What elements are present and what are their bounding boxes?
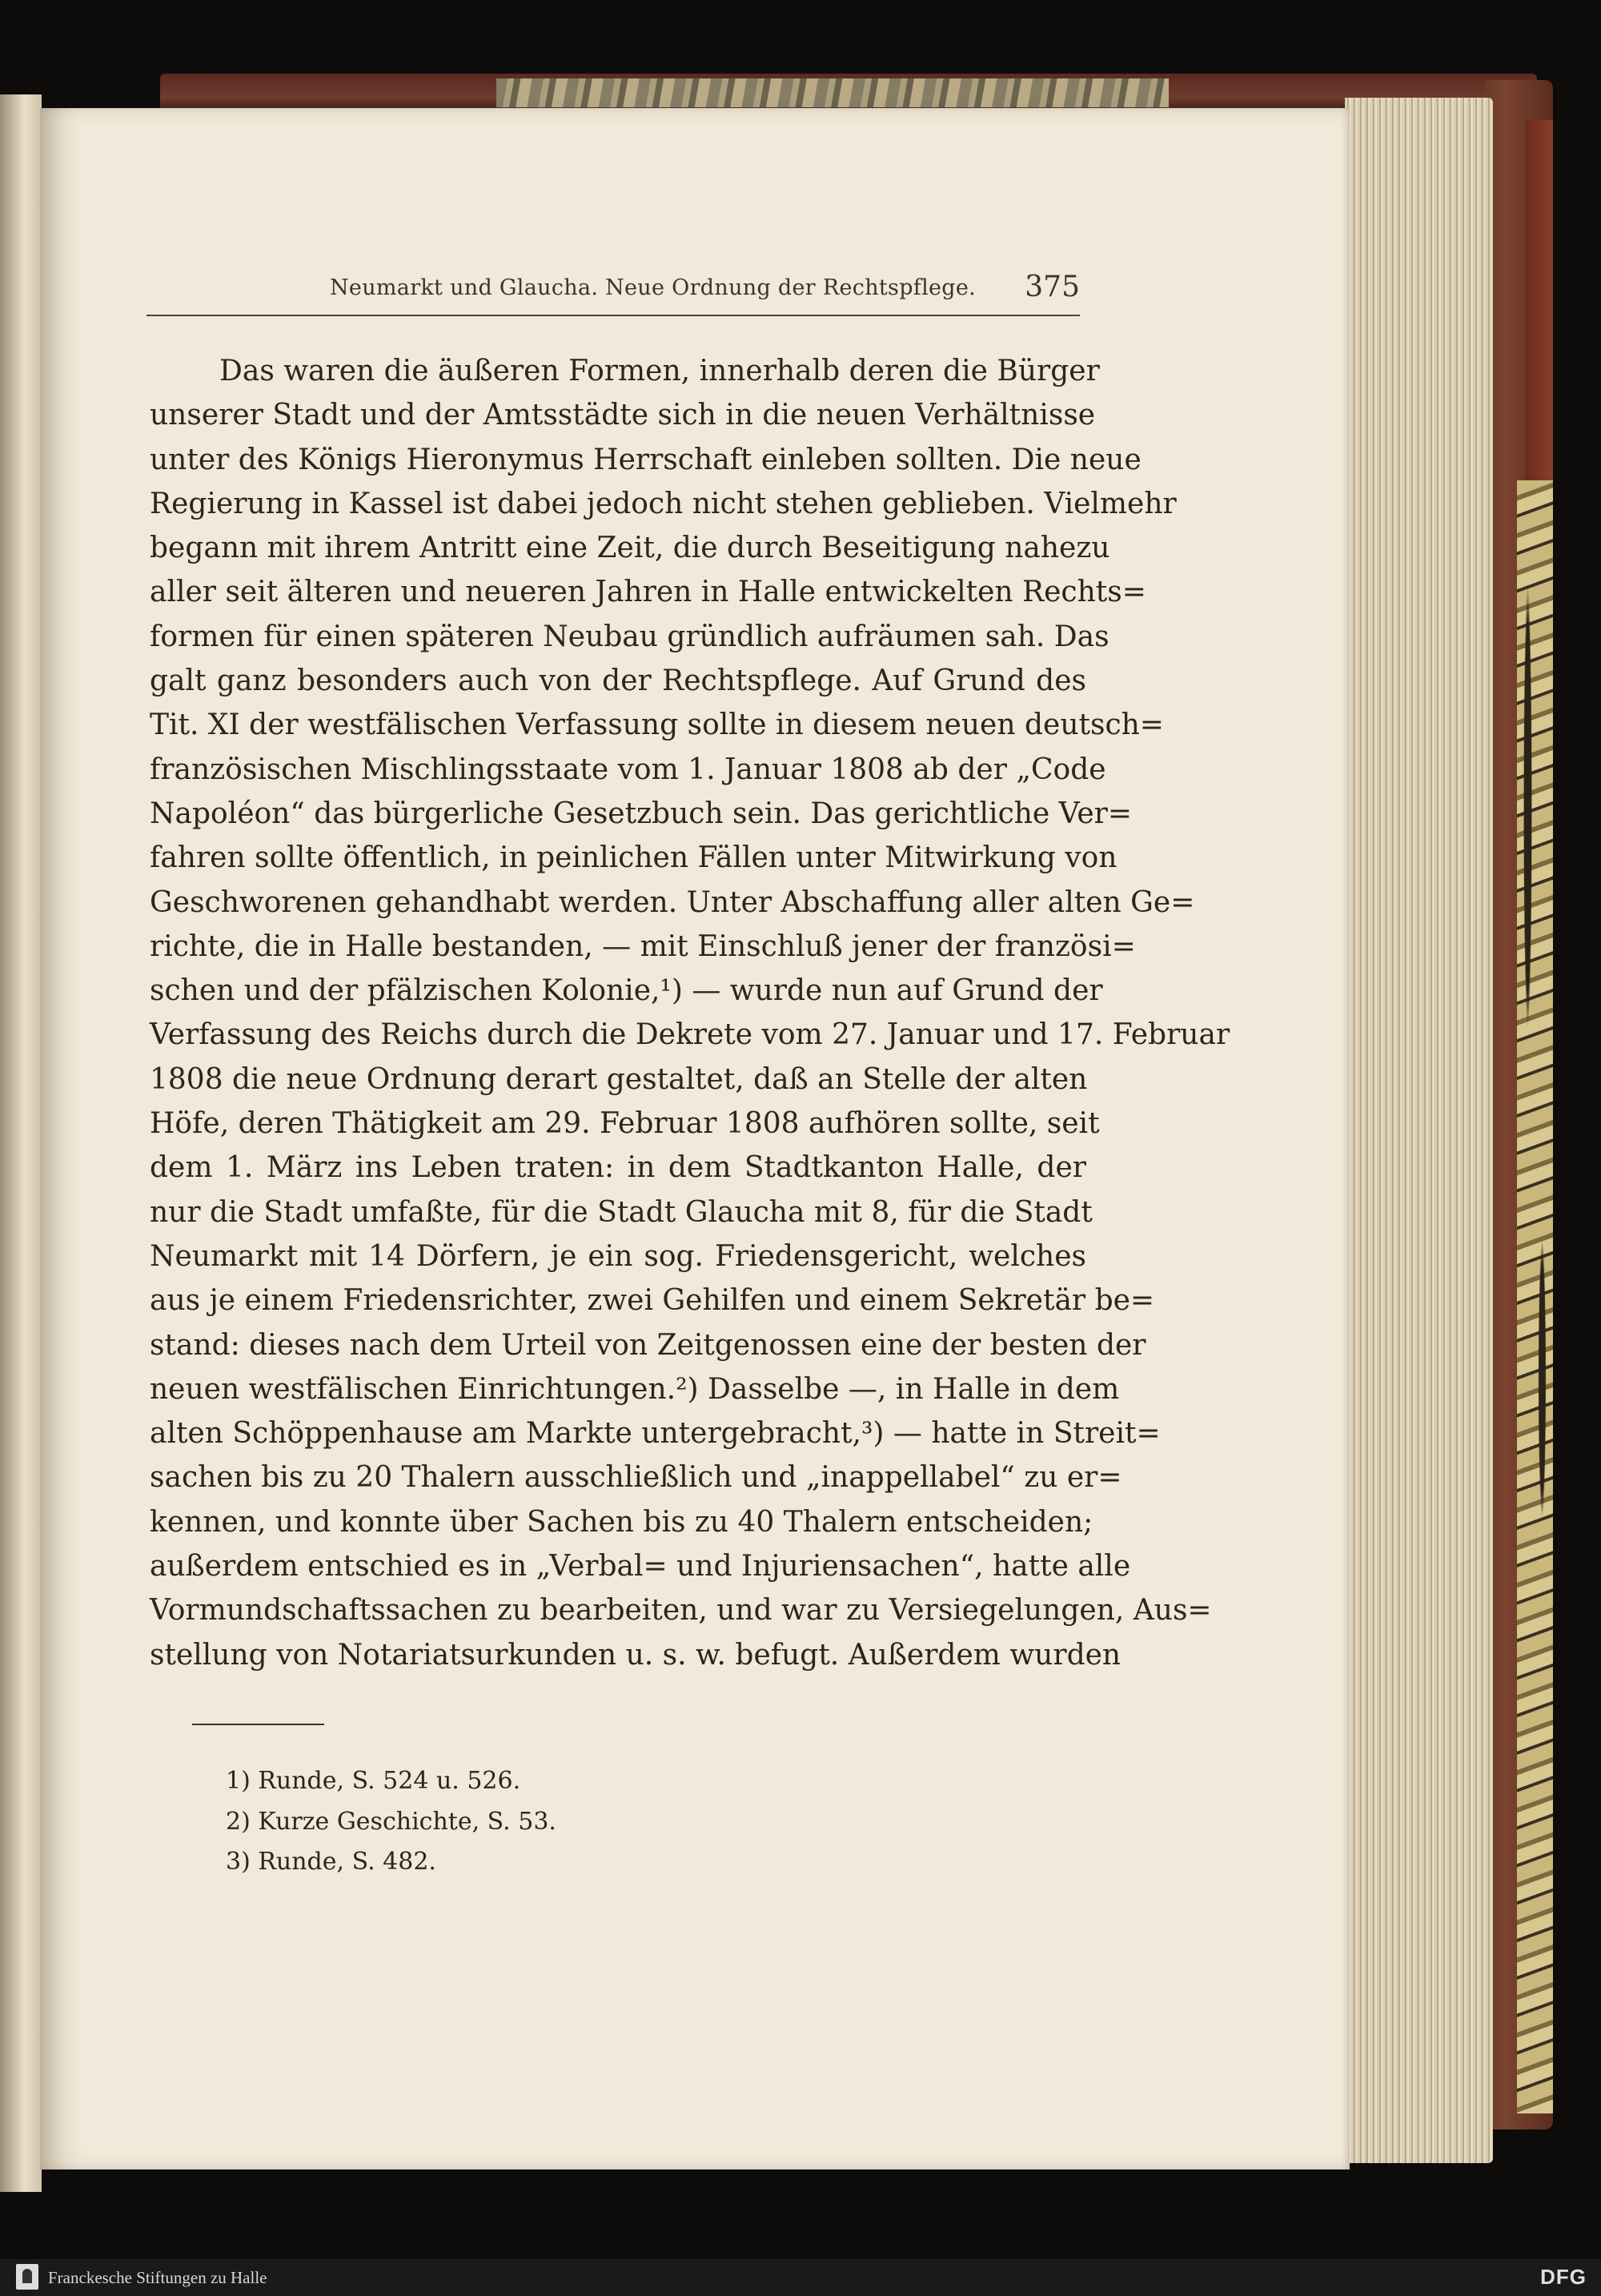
viewer-footer-bar — [0, 2259, 1601, 2296]
institution-label: Franckesche Stiftungen zu Halle — [48, 2268, 267, 2287]
page-number: 375 — [1025, 271, 1080, 303]
text-line: nur die Stadt umfaßte, für die Stadt Glaucha mit 8, für die Stadt — [150, 1195, 1093, 1229]
text-line: schen und der pfälzischen Kolonie,¹) — wurde nun auf Grund der — [150, 974, 1103, 1008]
book-spine-leather — [1525, 120, 1553, 504]
footnote: 3) Runde, S. 482. — [226, 1848, 436, 1876]
footnote: 2) Kurze Geschichte, S. 53. — [226, 1807, 556, 1836]
footnote-rule — [192, 1724, 324, 1725]
footnotes — [226, 1761, 556, 1883]
text-line: Tit. XI der westfälischen Verfassung sollte in diesem neuen deutsch= — [150, 708, 1164, 742]
text-line: Verfassung des Reichs durch die Dekrete vom 27. Januar und 17. Februar — [150, 1018, 1230, 1052]
page-stack-edge — [1345, 98, 1493, 2163]
text-line: alten Schöppenhause am Markte untergebracht,³) — hatte in Streit= — [150, 1417, 1161, 1451]
text-line: aller seit älteren und neueren Jahren in Halle entwickelten Rechts= — [150, 576, 1146, 609]
text-line: dem 1. März ins Leben traten: in dem Stadtkanton Halle, der — [150, 1151, 1086, 1185]
text-line: stand: dieses nach dem Urteil von Zeitgenossen eine der besten der — [150, 1328, 1146, 1362]
text-line: Napoléon“ das bürgerliche Gesetzbuch sein. Das gerichtliche Ver= — [150, 797, 1133, 830]
text-line: französischen Mischlingsstaate vom 1. Januar 1808 ab der „Code — [150, 753, 1106, 786]
text-line: Vormundschaftssachen zu bearbeiten, und war zu Versiegelungen, Aus= — [150, 1594, 1212, 1628]
text-line: galt ganz besonders auch von der Rechtspflege. Auf Grund des — [150, 664, 1086, 698]
text-line: kennen, und konnte über Sachen bis zu 40 Thalern entscheiden; — [150, 1505, 1093, 1539]
running-head-title: Neumarkt und Glaucha. Neue Ordnung der Rechtspflege. — [330, 275, 977, 300]
text-line: neuen westfälischen Einrichtungen.²) Dasselbe —, in Halle in dem — [150, 1372, 1120, 1406]
marbled-cover-edge — [1517, 480, 1553, 2113]
marbled-cover-strip — [496, 78, 1169, 107]
dfg-logo: DFG — [1540, 2265, 1587, 2289]
text-line: formen für einen späteren Neubau gründlich aufräumen sah. Das — [150, 620, 1109, 653]
text-line: sachen bis zu 20 Thalern ausschließlich und „inappellabel“ zu er= — [150, 1461, 1122, 1495]
footnote: 1) Runde, S. 524 u. 526. — [226, 1767, 521, 1795]
text-line: begann mit ihrem Antritt eine Zeit, die durch Beseitigung nahezu — [150, 532, 1110, 565]
text-line: Das waren die äußeren Formen, innerhalb deren die Bürger — [219, 355, 1100, 387]
text-line: unter des Königs Hieronymus Herrschaft einleben sollten. Die neue — [150, 443, 1142, 476]
body-text — [150, 349, 1230, 1677]
text-line: Geschworenen gehandhabt werden. Unter Abschaffung aller alten Ge= — [150, 885, 1195, 919]
text-line: unserer Stadt und der Amtsstädte sich in die neuen Verhältnisse — [150, 399, 1096, 432]
text-line: aus je einem Friedensrichter, zwei Gehilfen und einem Sekretär be= — [150, 1284, 1155, 1318]
text-line: 1808 die neue Ordnung derart gestaltet, daß an Stelle der alten — [150, 1062, 1088, 1096]
text-line: Neumarkt mit 14 Dörfern, je ein sog. Friedensgericht, welches — [150, 1239, 1086, 1273]
facing-page-edge — [0, 94, 42, 2192]
header-rule — [146, 315, 1080, 316]
text-line: richte, die in Halle bestanden, — mit Einschluß jener der französi= — [150, 929, 1136, 963]
institution-logo-icon — [16, 2264, 38, 2290]
text-line: Regierung in Kassel ist dabei jedoch nicht stehen geblieben. Vielmehr — [150, 487, 1177, 520]
text-line: fahren sollte öffentlich, in peinlichen Fällen unter Mitwirkung von — [150, 841, 1117, 875]
text-line: außerdem entschied es in „Verbal= und Injuriensachen“, hatte alle — [150, 1550, 1131, 1584]
text-line: stellung von Notariatsurkunden u. s. w. befugt. Außerdem wurden — [150, 1638, 1122, 1672]
text-line: Höfe, deren Thätigkeit am 29. Februar 1808 aufhören sollte, seit — [150, 1107, 1100, 1141]
